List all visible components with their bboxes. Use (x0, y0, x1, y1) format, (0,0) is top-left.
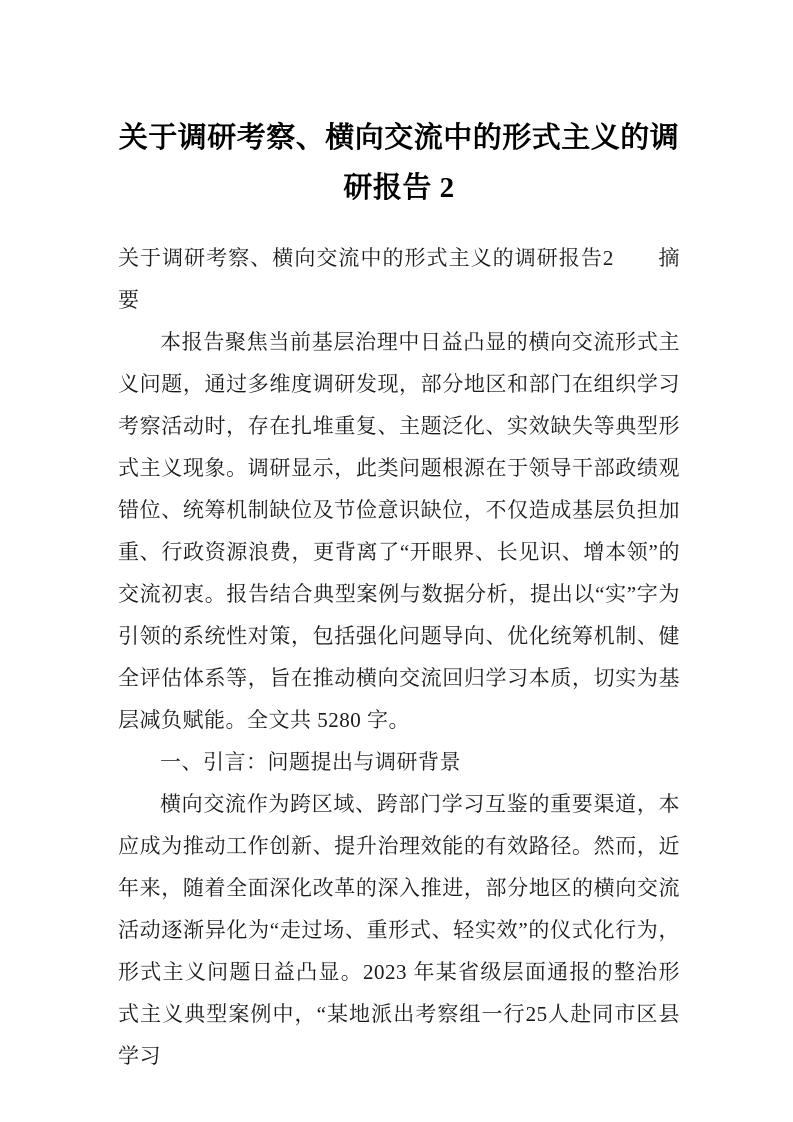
document-title: 关于调研考察、横向交流中的形式主义的调研报告 2 (118, 122, 680, 204)
section-1-heading: 一、引言：问题提出与调研背景 (160, 750, 461, 774)
abstract-lead-paragraph: 关于调研考察、横向交流中的形式主义的调研报告2 摘要 (118, 246, 680, 312)
document-body (118, 237, 680, 1077)
abstract-paragraph: 本报告聚焦当前基层治理中日益凸显的横向交流形式主义问题，通过多维度调研发现，部分地区和部门在组织学习考察活动时，存在扎堆重复、主题泛化、实效缺失等典型形式主义现象。调研显示，此类问题根源在于领导干部政绩观错位、统筹机制缺位及节俭意识缺位，不仅造成基层负担加重、行政资源浪费，更背离了“开眼界、长见识、增本领”的交流初衷。报告结合典型案例与数据分析，提出以“实”字为引领的系统性对策，包括强化问题导向、优化统筹机制、健全评估体系等，旨在推动横向交流回归学习本质，切实为基层减负赋能。全文共 5280 字。 (118, 330, 680, 732)
section-1-paragraph: 横向交流作为跨区域、跨部门学习互鉴的重要渠道，本应成为推动工作创新、提升治理效能的有效路径。然而，近年来，随着全面深化改革的深入推进，部分地区的横向交流活动逐渐异化为“走过场、重形式、轻实效”的仪式化行为，形式主义问题日益凸显。2023 年某省级层面通报的整治形式主义典型案例中，“某地派出考察组一行25人赴同市区县学习 (118, 792, 680, 1068)
